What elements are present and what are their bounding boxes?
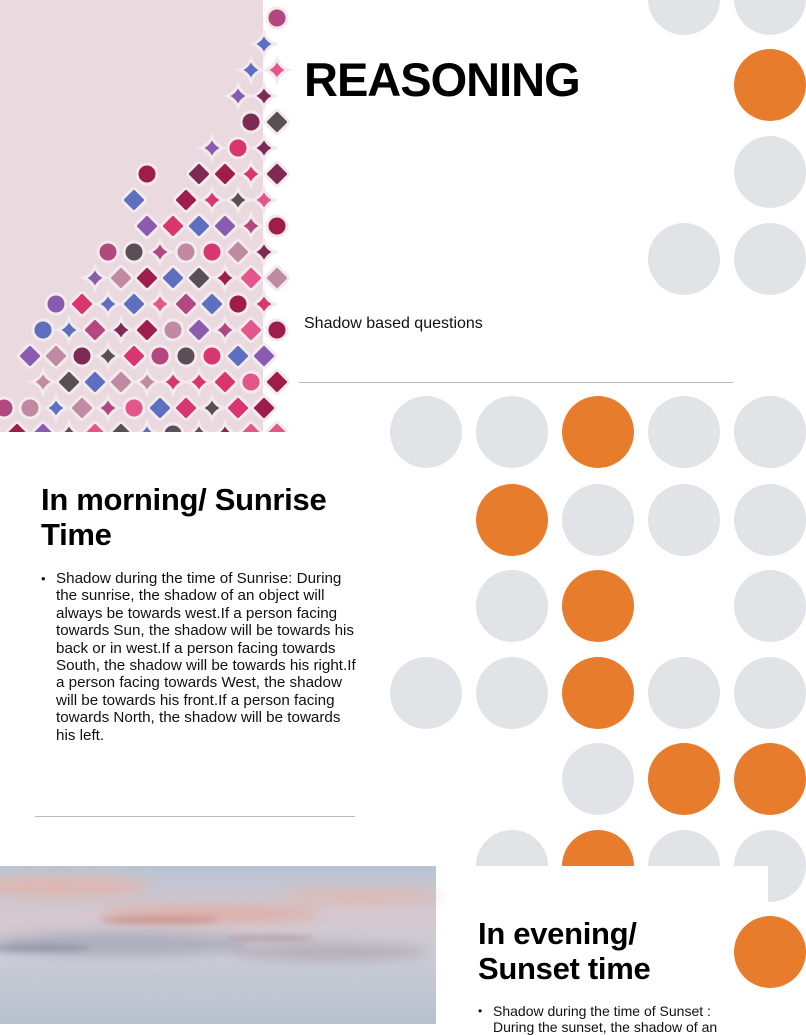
mosaic-tile <box>176 242 196 262</box>
slide-title <box>0 0 768 432</box>
decor-dot <box>476 570 548 642</box>
slide-sunrise <box>0 432 768 866</box>
decor-dot <box>562 570 634 642</box>
bullet-item: • Shadow during the time of Sunset : During the sunset, the shadow of an <box>478 1003 728 1035</box>
decor-dot <box>734 396 806 468</box>
decor-dot <box>734 0 806 35</box>
mosaic-tile <box>98 242 118 262</box>
mosaic-tile <box>137 164 157 184</box>
mosaic-tile <box>241 112 261 132</box>
decor-dot <box>734 223 806 295</box>
mosaic-tile <box>150 346 170 366</box>
decor-dot <box>734 743 806 815</box>
section-heading: In evening/ Sunset time <box>478 916 651 986</box>
slide-title-heading: REASONING <box>304 53 580 106</box>
decor-dot <box>390 396 462 468</box>
decor-dot <box>734 570 806 642</box>
mosaic-tile <box>202 242 222 262</box>
decor-dot <box>734 49 806 121</box>
decor-dot <box>734 916 806 988</box>
mosaic-tile <box>46 294 66 314</box>
mosaic-pattern-image <box>0 0 263 432</box>
mosaic-tile <box>228 138 248 158</box>
decor-dot <box>562 396 634 468</box>
mosaic-tile <box>163 320 183 340</box>
decor-dot <box>390 657 462 729</box>
mosaic-tile <box>124 398 144 418</box>
divider-line <box>299 382 733 383</box>
mosaic-tile <box>264 161 289 186</box>
mosaic-tile <box>124 242 144 262</box>
sky-photo-image <box>0 866 436 1024</box>
decor-dot <box>734 657 806 729</box>
decor-dot <box>476 396 548 468</box>
decor-dot <box>562 743 634 815</box>
decor-dot <box>648 0 720 35</box>
decor-dot <box>648 743 720 815</box>
decor-dot <box>648 396 720 468</box>
mosaic-tile <box>267 216 287 236</box>
mosaic-tile <box>241 372 261 392</box>
decor-dot <box>648 657 720 729</box>
slide-subtitle: Shadow based questions <box>304 315 483 332</box>
mosaic-tile <box>202 346 222 366</box>
bullet-list <box>478 1003 728 1035</box>
mosaic-tile <box>266 59 288 81</box>
decor-dot <box>648 223 720 295</box>
decor-dot <box>476 484 548 556</box>
mosaic-tile <box>0 398 14 418</box>
decor-dot <box>476 657 548 729</box>
mosaic-tile <box>20 398 40 418</box>
mosaic-tile <box>264 109 289 134</box>
bullet-list <box>41 570 359 744</box>
mosaic-tile <box>264 369 289 394</box>
mosaic-tile <box>228 294 248 314</box>
slide-sunset <box>0 866 768 1035</box>
decor-dot <box>734 136 806 208</box>
section-heading: In morning/ Sunrise Time <box>41 482 327 552</box>
mosaic-tile <box>267 320 287 340</box>
mosaic-tile <box>264 265 289 290</box>
decor-dot <box>648 484 720 556</box>
mosaic-tile <box>176 346 196 366</box>
decor-dot <box>734 484 806 556</box>
decor-dot <box>562 657 634 729</box>
mosaic-tile <box>267 8 287 28</box>
divider-line <box>35 816 355 817</box>
bullet-item: • Shadow during the time of Sunrise: During the sunrise, the shadow of an object will always be towards west.If a person facing towards Sun, the shadow will be towards his back or in west.If a person facing towards South, the shadow will be towards his right.If a person facing towards West, the shadow will be towards his front.If a person facing towards North, the shadow will be towards his left. <box>41 570 359 744</box>
mosaic-tile <box>33 320 53 340</box>
decor-dot <box>562 484 634 556</box>
mosaic-tile <box>72 346 92 366</box>
